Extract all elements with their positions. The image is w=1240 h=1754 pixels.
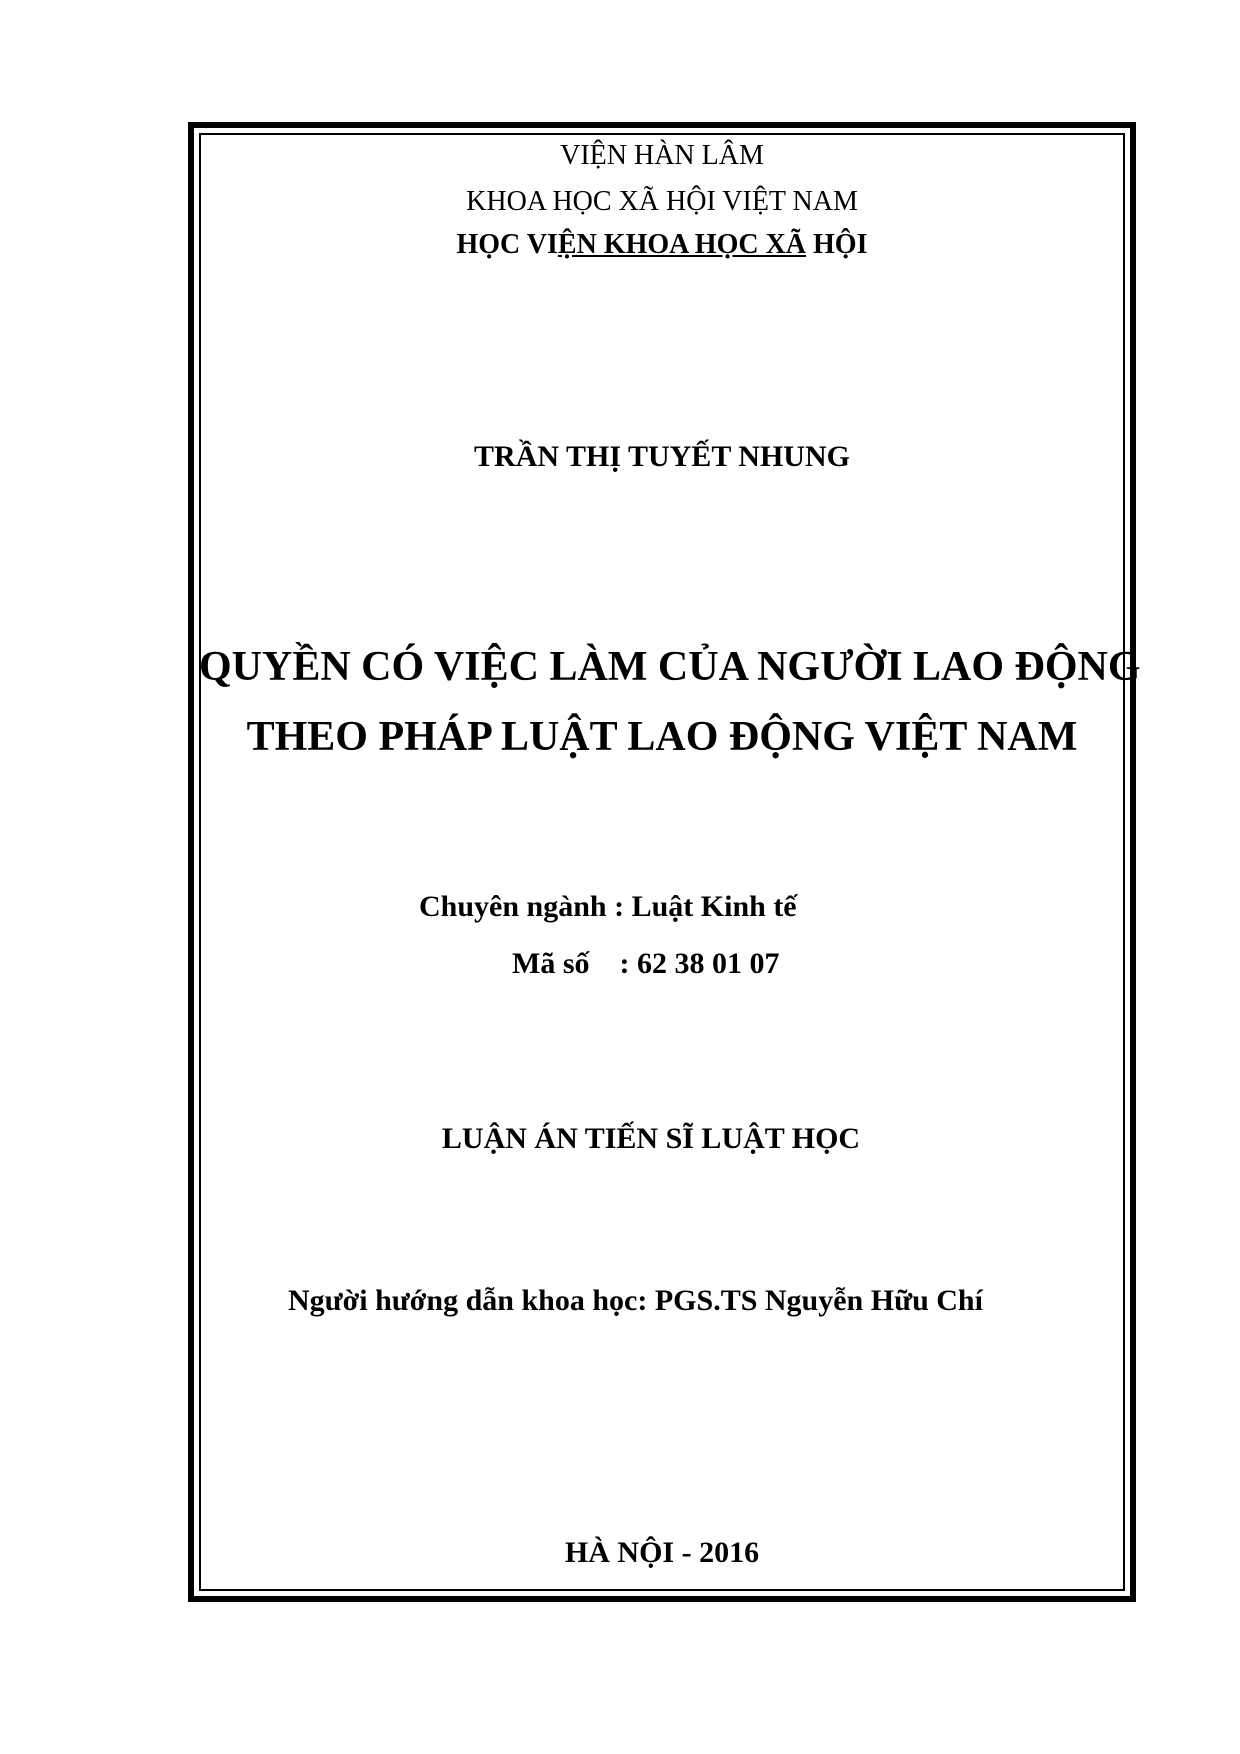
institution-line-3 <box>199 229 1125 261</box>
institution-line-3-underlined: ỆN KHOA HỌC XÃ <box>557 229 807 260</box>
specialization: Chuyên ngành : Luật Kinh tế <box>419 890 797 923</box>
advisor: Người hướng dẫn khoa học: PGS.TS Nguyễn Hữu Chí <box>288 1284 983 1317</box>
degree-title: LUẬN ÁN TIẾN SĨ LUẬT HỌC <box>441 1122 861 1155</box>
place-and-year: HÀ NỘI - 2016 <box>564 1536 760 1569</box>
author-name: TRẦN THỊ TUYẾT NHUNG <box>474 440 850 473</box>
specialization-label: Chuyên ngành <box>419 890 607 923</box>
advisor-label: Người hướng dẫn khoa học <box>288 1284 638 1317</box>
thesis-title-line-2: THEO PHÁP LUẬT LAO ĐỘNG VIỆT NAM <box>246 714 1078 760</box>
page-border-inner <box>199 133 1141 1591</box>
institution-line-2: KHOA HỌC XÃ HỘI VIỆT NAM <box>466 186 858 217</box>
program-code: Mã số : 62 38 01 07 <box>512 947 780 980</box>
program-code-label: Mã số <box>512 947 590 980</box>
institution-line-3-end: HỘI <box>806 229 868 260</box>
specialization-value: Luật Kinh tế <box>631 890 797 923</box>
thesis-title-line-1: QUYỀN CÓ VIỆC LÀM CỦA NGƯỜI LAO ĐỘNG <box>199 644 1141 690</box>
advisor-value: PGS.TS Nguyễn Hữu Chí <box>654 1284 983 1317</box>
institution-line-1: VIỆN HÀN LÂM <box>560 140 764 171</box>
program-code-value: 62 38 01 07 <box>637 947 780 980</box>
institution-line-3-start: HỌC VI <box>456 229 558 260</box>
